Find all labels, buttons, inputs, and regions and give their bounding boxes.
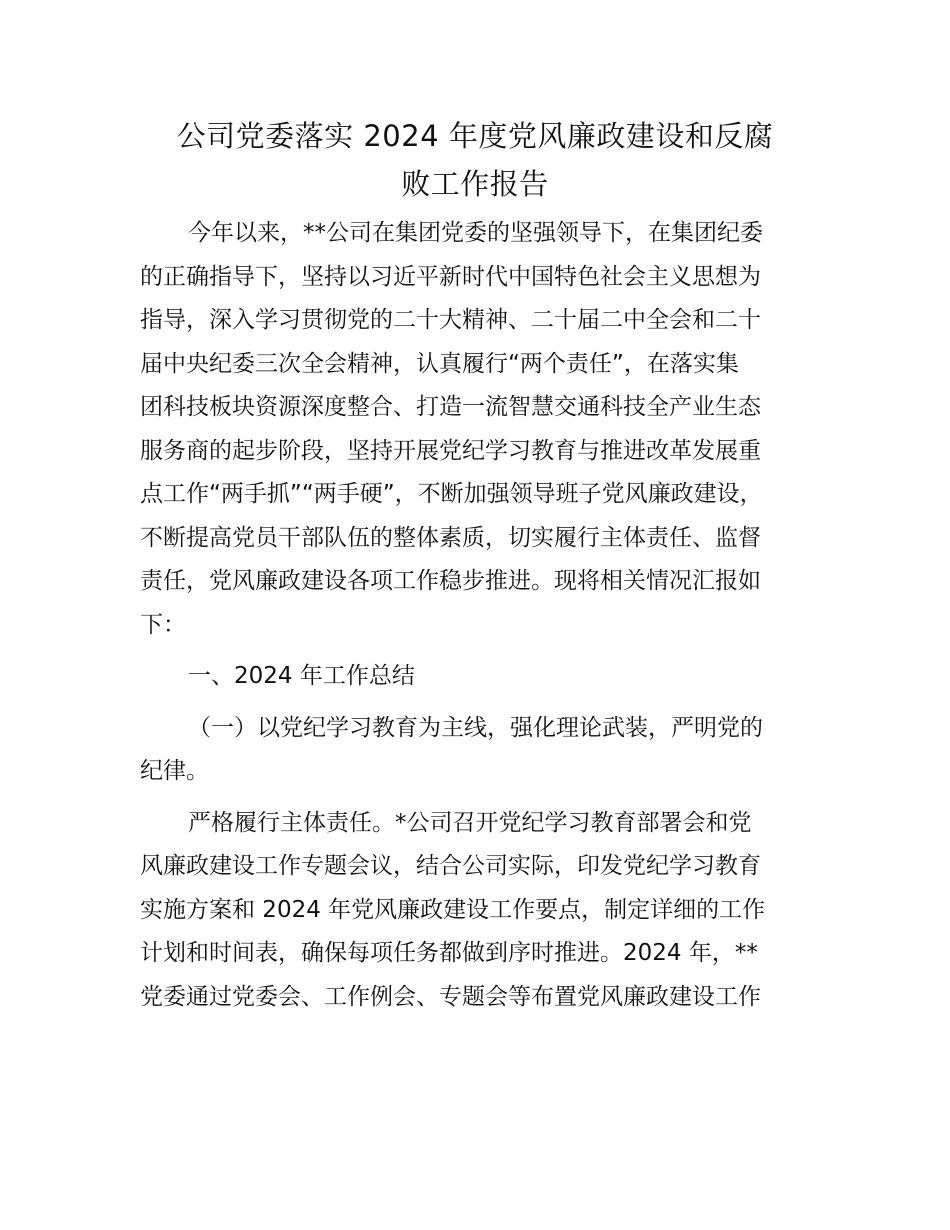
title-line: 公司党委落实 2024 年度党风廉政建设和反腐 [176, 119, 774, 153]
document-body [140, 212, 830, 1019]
text-line: 今年以来，**公司在集团党委的坚强领导下，在集团纪委 [188, 220, 763, 246]
text-line: （一）以党纪学习教育为主线，强化理论武装，严明党的 [188, 714, 763, 741]
text-line: 计划和时间表，确保每项任务都做到序时推进。2024 年，** [140, 940, 758, 966]
text-line: 的正确指导下，坚持以习近平新时代中国特色社会主义思想为 [140, 263, 761, 290]
body-paragraph [140, 802, 830, 1020]
heading-line: 一、2024 年工作总结 [188, 663, 415, 689]
document-title [140, 112, 810, 208]
text-line: 风廉政建设工作专题会议，结合公司实际，印发党纪学习教育 [140, 853, 761, 879]
text-line: 服务商的起步阶段，坚持开展党纪学习教育与推进改革发展重 [140, 437, 761, 464]
title-line: 败工作报告 [401, 167, 549, 201]
text-line: 届中央纪委三次全会精神，认真履行“两个责任”，在落实集 [140, 350, 739, 377]
text-line: 责任，党风廉政建设各项工作稳步推进。现将相关情况汇报如 [140, 568, 761, 594]
text-line: 指导，深入学习贯彻党的二十大精神、二十届二中全会和二十 [140, 307, 761, 333]
text-line: 团科技板块资源深度整合、打造一流智慧交通科技全产业生态 [140, 394, 761, 420]
text-line: 严格履行主体责任。*公司召开党纪学习教育部署会和党 [188, 809, 752, 836]
text-line: 下： [140, 611, 186, 638]
subsection-heading [140, 707, 830, 794]
text-line: 实施方案和 2024 年党风廉政建设工作要点，制定详细的工作 [140, 896, 766, 923]
text-line: 党委通过党委会、工作例会、专题会等布置党风廉政建设工作 [140, 983, 761, 1010]
intro-paragraph [140, 212, 830, 647]
text-line: 纪律。 [140, 758, 209, 784]
text-line: 不断提高党员干部队伍的整体素质，切实履行主体责任、监督 [140, 524, 761, 551]
section-heading [140, 655, 830, 699]
text-line: 点工作“两手抓”“两手硬”，不断加强领导班子党风廉政建设， [140, 481, 763, 507]
